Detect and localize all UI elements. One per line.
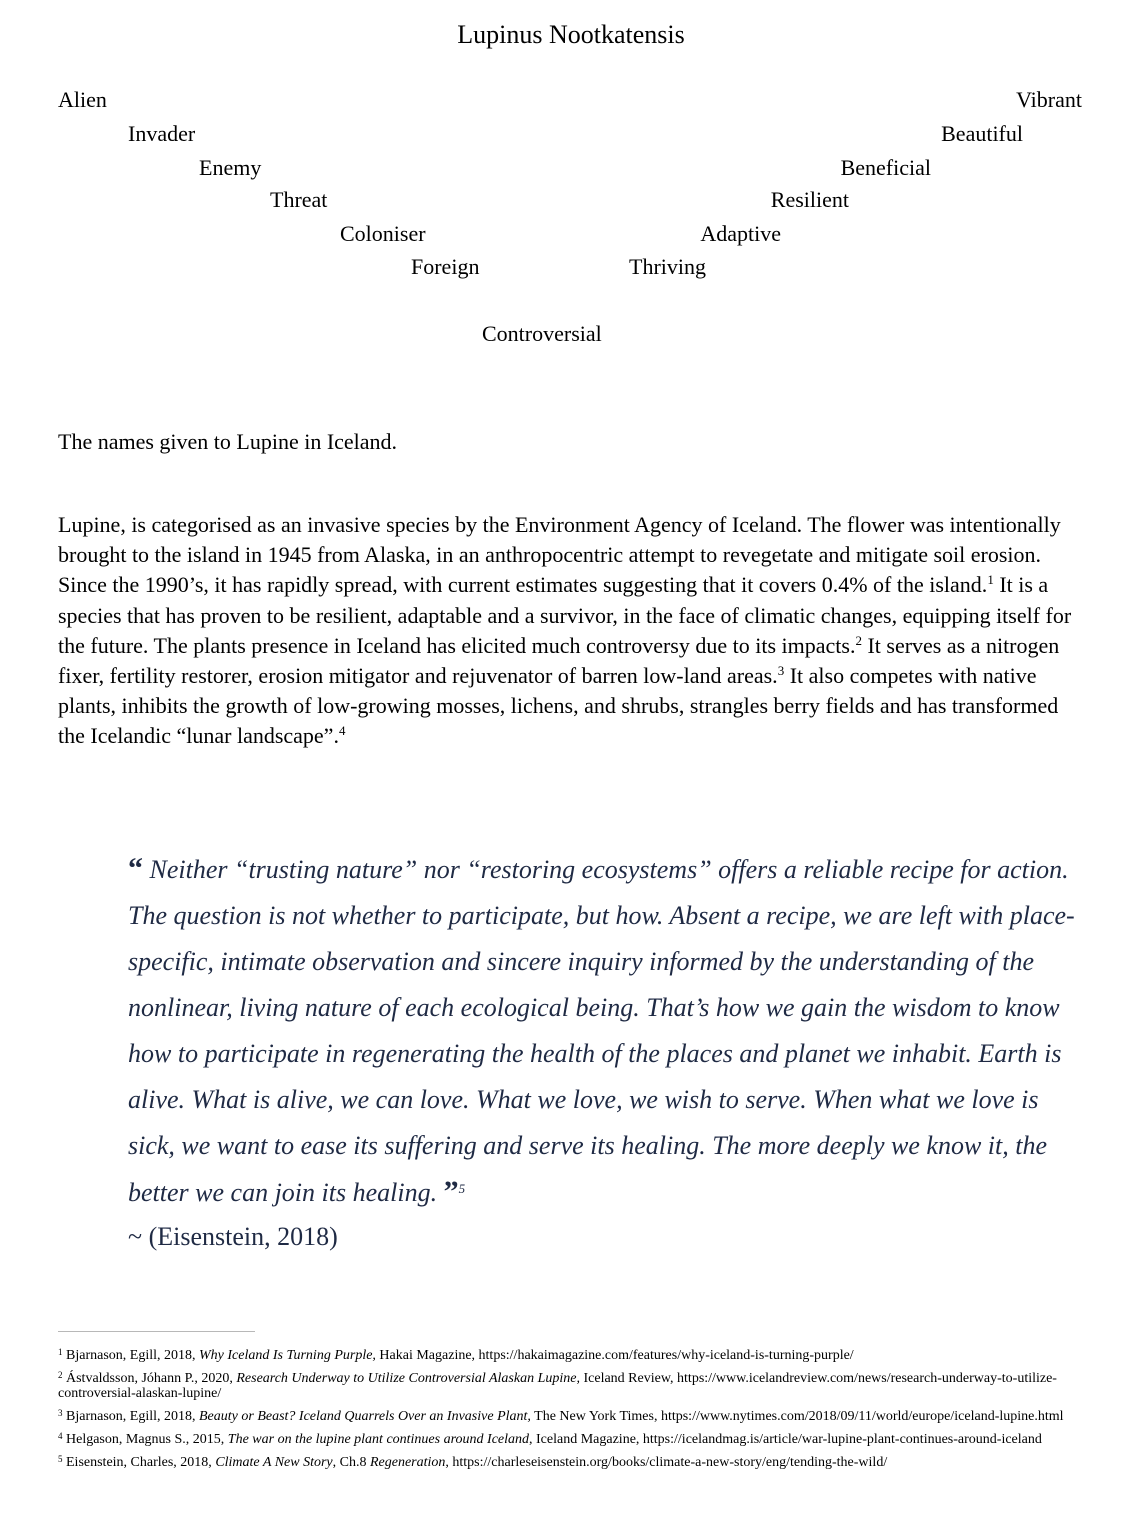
footnote-ref: 1 [987,572,994,588]
footnote-author: Bjarnason, Egill, 2018, [62,1409,199,1424]
name-thriving: Thriving [629,254,706,279]
footnote-ref: 2 [855,632,862,648]
footnote-2 [58,1371,1078,1401]
footnote-divider [58,1331,255,1332]
name-beautiful: Beautiful [941,121,1023,146]
footnote-ref: 4 [338,723,346,739]
footnote-source: Hakai Magazine, https://hakaimagazine.com/features/why-iceland-is-turning-purple/ [375,1348,854,1363]
footnote-number: 4 [58,1431,63,1441]
footnote-title: Research Underway to Utilize Controversial Alaskan Lupine, [236,1371,580,1386]
name-invader: Invader [128,121,196,146]
footnote-5 [58,1455,1078,1470]
name-vibrant: Vibrant [1016,87,1082,112]
name-foreign: Foreign [411,254,480,279]
name-enemy: Enemy [199,155,262,180]
footnote-1 [58,1348,1078,1363]
caption: The names given to Lupine in Iceland. [58,429,398,454]
footnote-url: , https://charleseisenstein.org/books/climate-a-new-story/eng/tending-the-wild/ [445,1455,888,1470]
footnote-title: The war on the lupine plant continues around Iceland [227,1432,530,1447]
name-adaptive: Adaptive [700,221,781,246]
footnote-ref: 5 [458,1181,466,1196]
footnote-3 [58,1409,1078,1424]
page-title: Lupinus Nootkatensis [457,20,685,49]
name-controversial: Controversial [482,321,602,346]
footnote-source: , Iceland Magazine, https://icelandmag.is/article/war-lupine-plant-continues-around-iceland [529,1432,1042,1447]
open-quote-mark: “ [128,852,143,885]
body-sentence: It also competes with native plants, inhibits the growth of low-growing mosses, lichens, and shrubs, strangles berry fields and has transformed the Icelandic “lunar landscape”. [58,663,1059,749]
body-sentence: It is a species that has proven to be resilient, adaptable and a survivor, in the face of climatic changes, equipping itself for the future. The plants presence in Iceland has elicited much controversy due to its impacts. [58,572,1072,658]
quote-attribution: ~ (Eisenstein, 2018) [128,1222,338,1251]
footnotes [58,1348,1078,1478]
footnote-title: Why Iceland Is Turning Purple, [199,1348,376,1363]
footnote-author: Bjarnason, Egill, 2018, [62,1348,199,1363]
body-paragraph [58,510,1088,752]
footnote-source: The New York Times, https://www.nytimes.com/2018/09/11/world/europe/iceland-lupine.html [530,1409,1064,1424]
footnote-author: Helgason, Magnus S., 2015, [62,1432,228,1447]
footnote-title: Beauty or Beast? Iceland Quarrels Over an Invasive Plant, [199,1409,531,1424]
body-sentence: It serves as a nitrogen fixer, fertility restorer, erosion mitigator and rejuvenator of barren low-land areas. [58,632,1060,689]
footnote-number: 3 [58,1408,63,1418]
name-threat: Threat [270,187,328,212]
footnote-author: Ástvaldsson, Jóhann P., 2020, [62,1371,237,1386]
quote-text: Neither “trusting nature” nor “restoring ecosystems” offers a reliable recipe for action. The question is not whether to participate, but how. Absent a recipe, we are left with place-specific, intimate observation and sincere inquiry informed by the understanding of the nonlinear, living nature of each ecological being. That’s how we gain the wisdom to know how to participate in regenerating the health of the places and planet we inhabit. Earth is alive. What is alive, we can love. What we love, we wish to serve. When what we love is sick, we want to ease its suffering and serve its healing. The more deeply we know it, the better we can join its healing. [128,855,1075,1207]
footnote-ref: 3 [777,663,785,679]
name-alien: Alien [58,87,107,112]
footnote-source: , Ch.8 [332,1455,370,1470]
footnote-4 [58,1432,1078,1447]
footnote-title: Climate A New Story [215,1455,333,1470]
footnote-number: 1 [58,1347,63,1357]
footnote-number: 2 [58,1370,63,1380]
name-beneficial: Beneficial [840,155,931,180]
close-quote-mark: ” [443,1175,459,1208]
name-coloniser: Coloniser [340,221,426,246]
footnote-author: Eisenstein, Charles, 2018, [62,1455,216,1470]
footnote-chapter-title: Regeneration [369,1455,446,1470]
footnote-source: Iceland Review, https://www.icelandreview.com/news/research-underway-to-utilize-controversial-alaskan-lupine/ [58,1371,1057,1401]
body-sentence: Lupine, is categorised as an invasive species by the Environment Agency of Iceland. The flower was intentionally brought to the island in 1945 from Alaska, in an anthropocentric attempt to revegetate and mitigate soil erosion. Since the 1990’s, it has rapidly spread, with current estimates suggesting that it covers 0.4% of the island. [58,512,1061,598]
block-quote [128,846,1088,1216]
footnote-number: 5 [58,1454,63,1464]
name-resilient: Resilient [770,187,849,212]
